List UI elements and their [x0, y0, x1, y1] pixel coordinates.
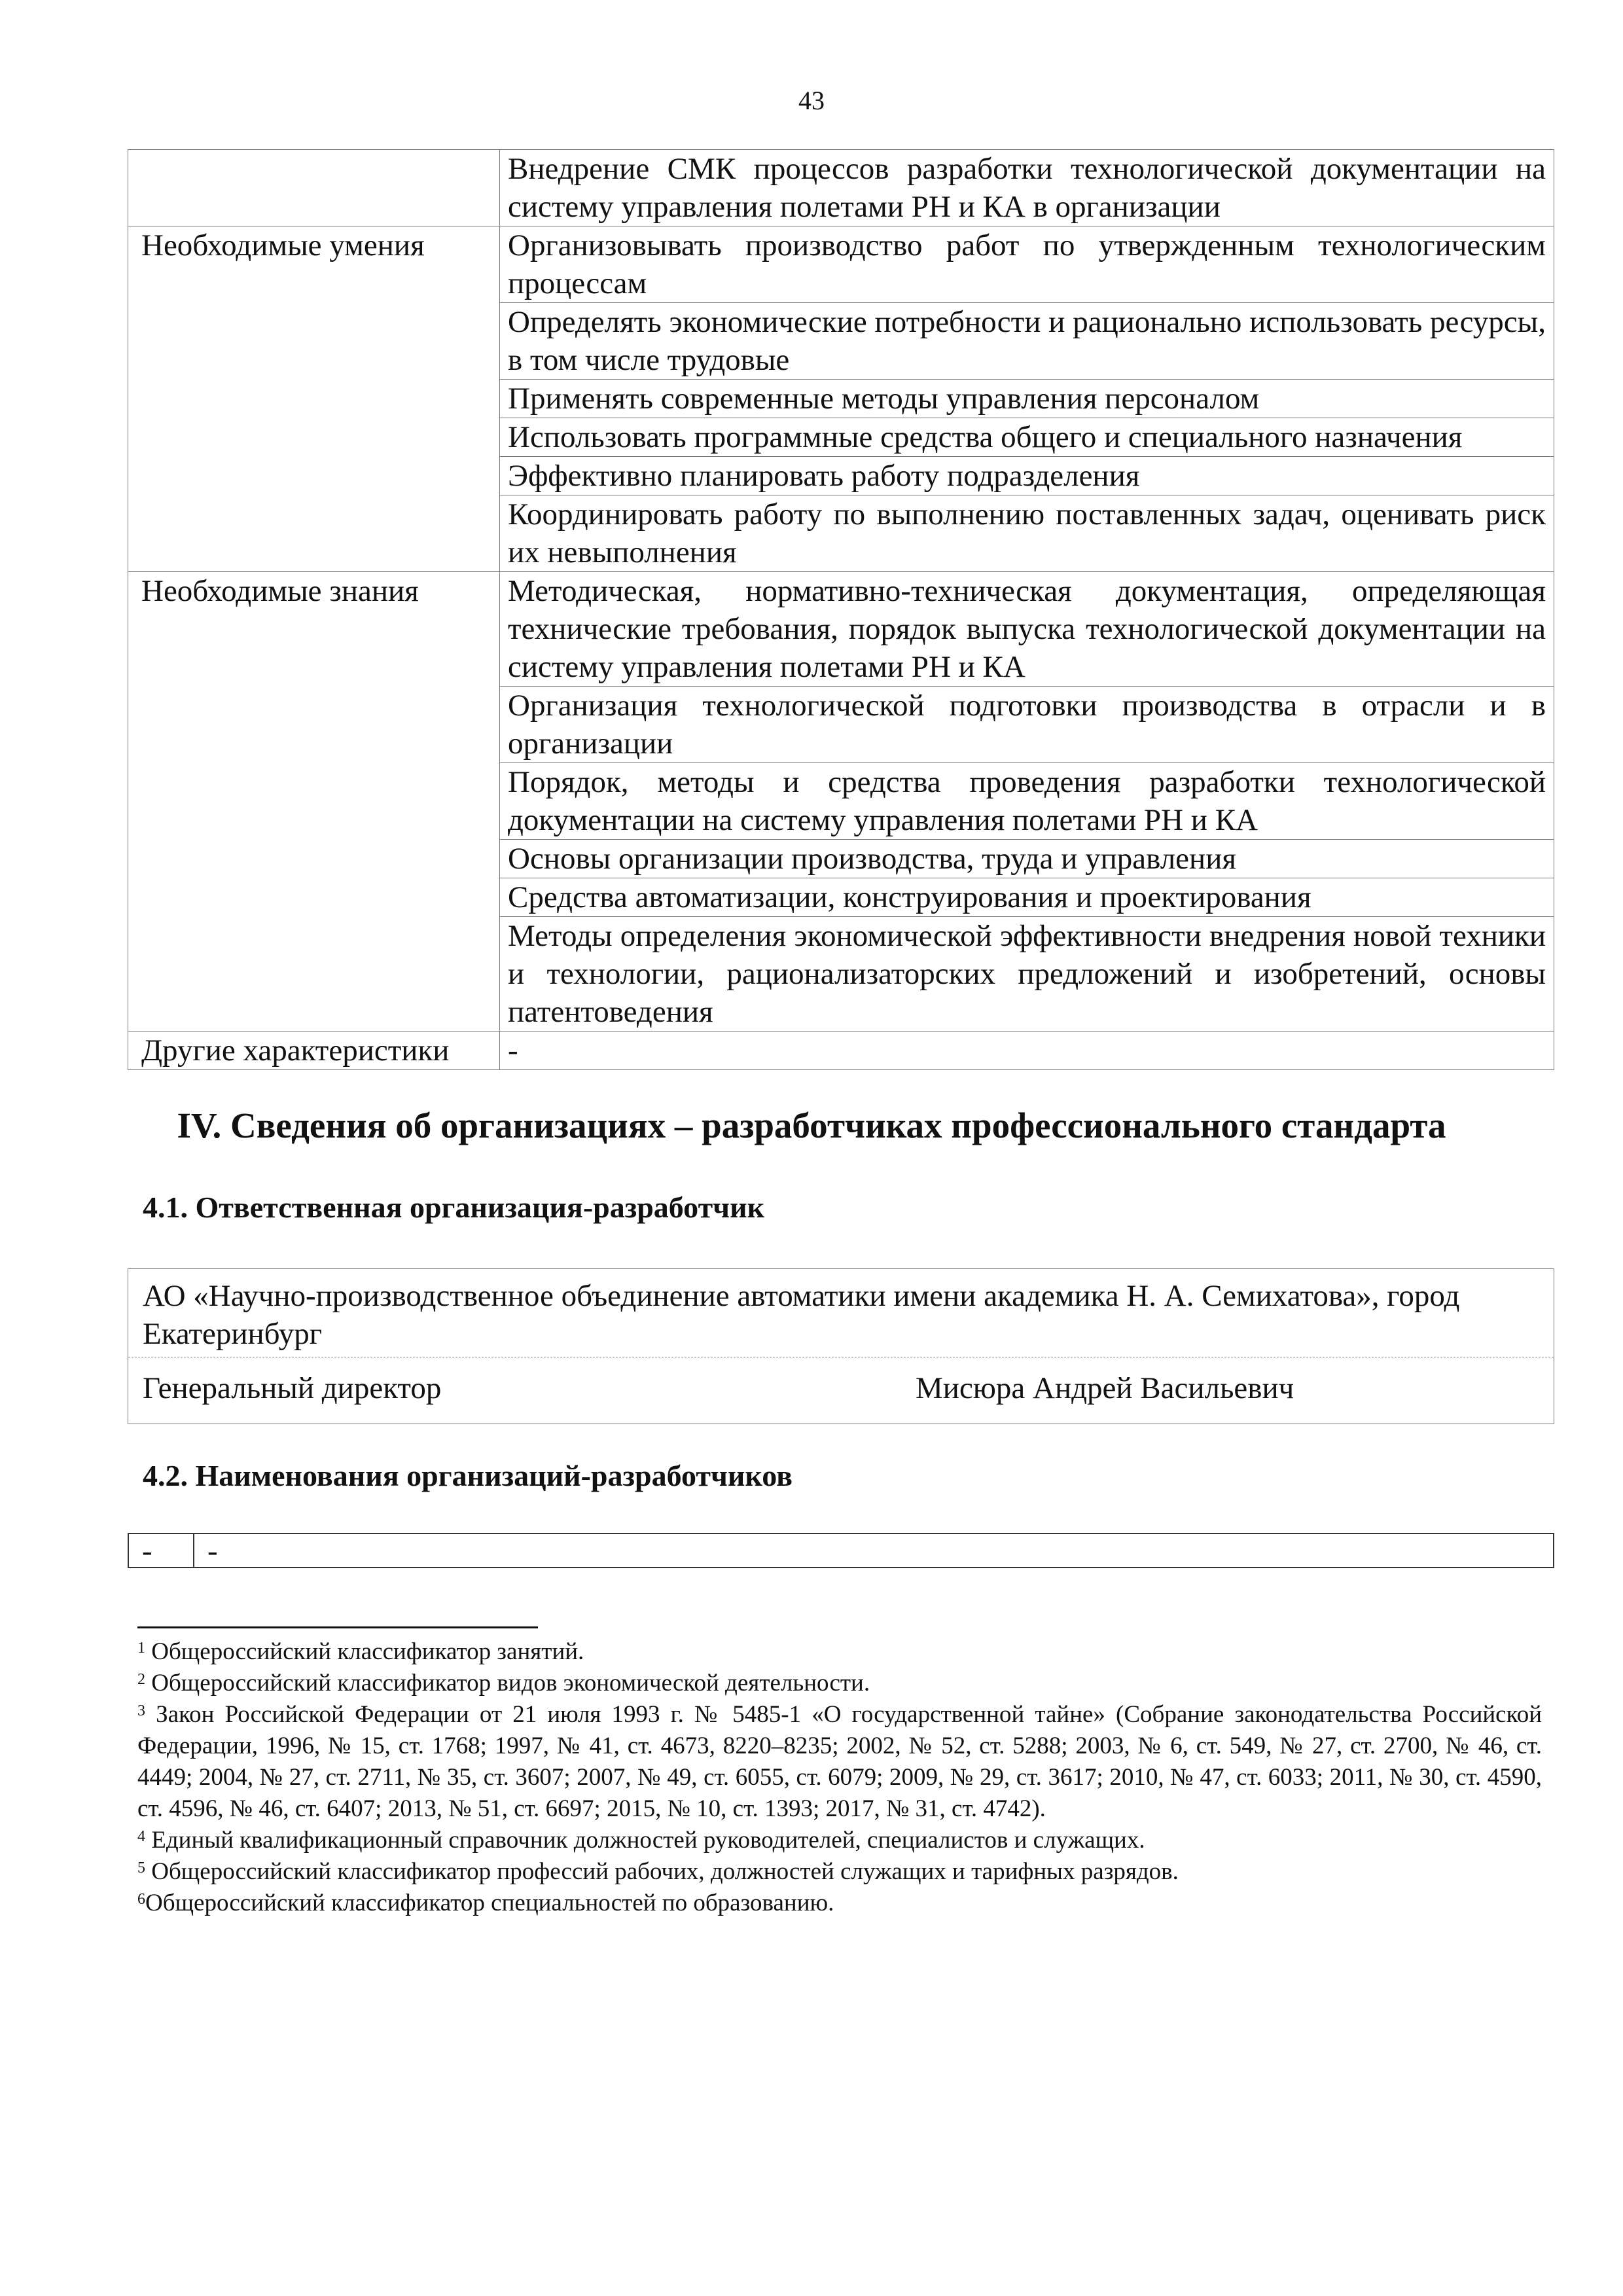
row-label-other: Другие характеристики [128, 1031, 500, 1070]
table-row [128, 150, 1554, 226]
footnote-number: 2 [137, 1671, 145, 1688]
org-name: АО «Научно-производственное объединение автоматики имени академика Н. А. Семихатова», город Екатеринбург [143, 1279, 1460, 1351]
row-value: Методы определения экономической эффективности внедрения новой техники и технологии, рационализаторских предложений и изобретений, основы патентоведения [500, 917, 1554, 1031]
subsection-title-responsible: 4.1. Ответственная организация-разработчик [143, 1191, 765, 1224]
row-value: Основы организации производства, труда и управления [500, 840, 1554, 878]
footnote-separator [137, 1626, 538, 1628]
org-person: Мисюра Андрей Васильевич [916, 1371, 1294, 1405]
footnote [137, 1668, 1542, 1699]
row-value: - [500, 1031, 1554, 1070]
footnote-number: 3 [137, 1702, 145, 1719]
row-label [128, 150, 500, 226]
row-value: Использовать программные средства общего и специального назначения [500, 418, 1554, 457]
footnote-text: Закон Российской Федерации от 21 июля 1993 г. № 5485-1 «О государственной тайне» (Собрание законодательства Российской Федерации, 1996, № 15, ст. 1768; 1997, № 41, ст. 4673, 8220–8235; 2002, № 52, ст. 5288; 2003, № 6, ст. 549, № 27, ст. 2700, № 46, ст. 4449; 2004, № 27, ст. 2711, № 35, ст. 3607; 2007, № 49, ст. 6055, ст. 6079; 2009, № 29, ст. 3617; 2010, № 47, ст. 6033; 2011, № 30, ст. 4590, ст. 4596, № 46, ст. 6407; 2013, № 51, ст. 6697; 2015, № 10, ст. 1393; 2017, № 31, ст. 4742). [137, 1701, 1543, 1822]
row-value: Организовывать производство работ по утвержденным технологическим процессам [500, 226, 1554, 303]
row-value: Эффективно планировать работу подразделения [500, 457, 1554, 495]
developer-name: - [207, 1534, 218, 1568]
row-value: Применять современные методы управления персоналом [500, 380, 1554, 418]
qualification-table [128, 149, 1554, 1070]
row-value: Координировать работу по выполнению поставленных задач, оценивать риск их невыполнения [500, 495, 1554, 572]
footnote [137, 1825, 1542, 1856]
table-row [128, 226, 1554, 303]
row-label-knowledge: Необходимые знания [128, 572, 500, 1031]
responsible-org-box [128, 1268, 1554, 1424]
table-row [128, 1031, 1554, 1070]
footnotes [137, 1636, 1542, 1919]
footnote [137, 1856, 1542, 1888]
row-value: Определять экономические потребности и рационально использовать ресурсы, в том числе трудовые [500, 303, 1554, 380]
row-value: Организация технологической подготовки производства в отрасли и в организации [500, 687, 1554, 763]
row-value: Порядок, методы и средства проведения разработки технологической документации на систему управления полетами РН и КА [500, 763, 1554, 840]
section-title: IV. Сведения об организациях – разработчиках профессионального стандарта [177, 1105, 1446, 1145]
footnote [137, 1699, 1542, 1825]
page-number: 43 [798, 86, 825, 115]
footnote-number: 4 [137, 1828, 145, 1845]
footnote-number: 5 [137, 1859, 145, 1876]
footnote-number: 1 [137, 1640, 145, 1657]
row-value: Методическая, нормативно-техническая документация, определяющая технические требования, порядок выпуска технологической документации на систему управления полетами РН и КА [500, 572, 1554, 687]
footnote [137, 1888, 1542, 1919]
footnote-text: Общероссийский классификатор занятий. [151, 1638, 584, 1665]
footnote-text: Единый квалификационный справочник должностей руководителей, специалистов и служащих. [151, 1827, 1145, 1854]
developers-table [128, 1533, 1554, 1568]
org-role: Генеральный директор [143, 1371, 442, 1405]
developer-number: - [129, 1534, 194, 1567]
footnote-text: Общероссийский классификатор специальностей по образованию. [145, 1890, 834, 1916]
row-value: Средства автоматизации, конструирования и проектирования [500, 878, 1554, 917]
footnote-number: 6 [137, 1891, 145, 1908]
footnote-text: Общероссийский классификатор профессий рабочих, должностей служащих и тарифных разрядов. [151, 1858, 1179, 1885]
row-value: Внедрение СМК процессов разработки технологической документации на систему управления полетами РН и КА в организации [500, 150, 1554, 226]
footnote [137, 1636, 1542, 1668]
row-label-skills: Необходимые умения [128, 226, 500, 572]
table-row [128, 572, 1554, 687]
footnote-text: Общероссийский классификатор видов экономической деятельности. [151, 1670, 870, 1696]
subsection-title-developers: 4.2. Наименования организаций-разработчиков [143, 1459, 793, 1492]
